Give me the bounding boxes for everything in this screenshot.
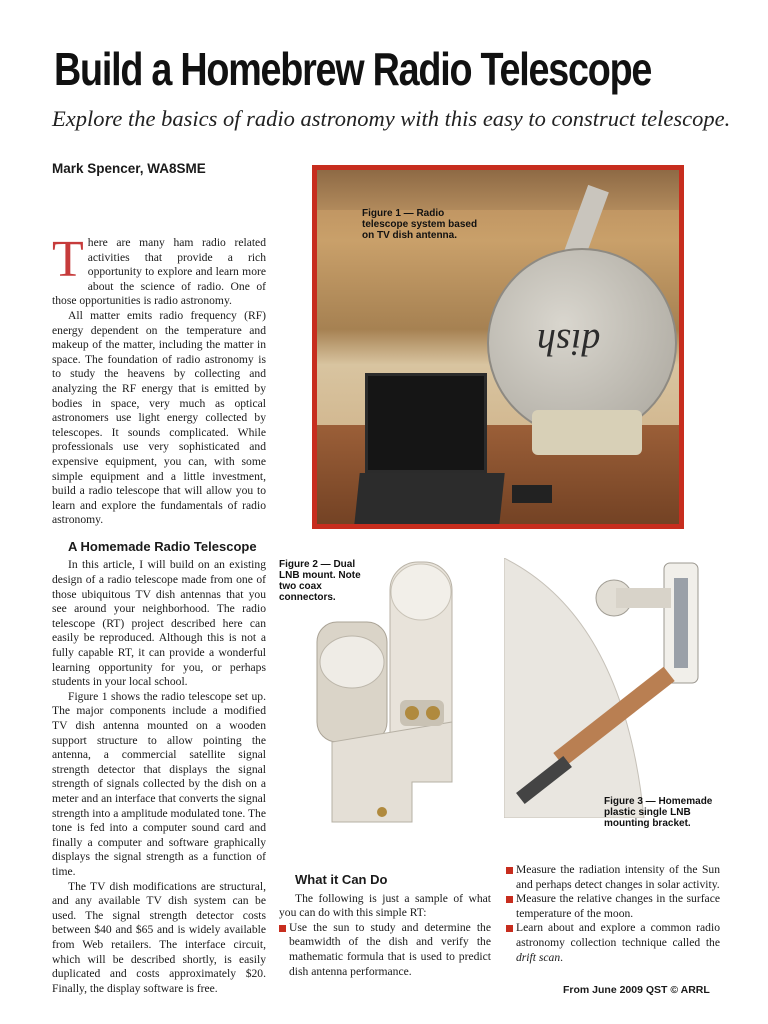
figure-3-lnb-bracket [504, 558, 744, 818]
section-heading-homemade: A Homemade Radio Telescope [68, 538, 257, 554]
capability-list-continued [506, 863, 720, 965]
right-column [506, 863, 720, 965]
intro-paragraph-2: All matter emits radio frequency (RF) energy dependent on the temperature and makeup of the matter, including the matter in space. The foundation of radio astronomy is to study the heavens by collecting and analyzing the RF energy that is emitted by bodies in space, very much as optical astronomers use light energy collected by telescopes. It sounds complicated. While professionals use very sophisticated and expensive equipment, you can, with some simple equipment and a little investment, build a radio telescope that will allow you to learn and explore the fundamentals of radio astronomy. [52, 308, 266, 527]
section2-paragraph-1: The following is just a sample of what you can do with this simple RT: [279, 891, 491, 920]
author-byline: Mark Spencer, WA8SME [52, 161, 206, 176]
section-heading-what-it-can-do: What it Can Do [295, 872, 388, 887]
figure-2-lnb-mount [312, 552, 502, 842]
signal-detector-box [512, 485, 552, 503]
list-item: Learn about and explore a common radio astronomy collection technique called the drift scan. [506, 921, 720, 965]
drop-cap: T [52, 231, 84, 288]
figure-1-caption: Figure 1 — Radio telescope system based on TV dish antenna. [362, 208, 478, 241]
page-footer: From June 2009 QST © ARRL [563, 984, 710, 996]
list-item: Measure the radiation intensity of the Sun and perhaps detect changes in solar activity. [506, 863, 720, 892]
capability-list [279, 921, 491, 979]
article-subtitle: Explore the basics of radio astronomy with this easy to construct telescope. [52, 106, 731, 131]
article-title: Build a Homebrew Radio Telescope [54, 43, 652, 95]
intro-paragraph-1: There are many ham radio related activities that provide a rich opportunity to explore and learn more about the science of radio. One of those opportunities is radio astronomy. [52, 231, 266, 308]
laptop-keyboard [354, 473, 504, 525]
figure-2-caption: Figure 2 — Dual LNB mount. Note two coax connectors. [279, 559, 361, 603]
section1-paragraph-1: In this article, I will build on an existing design of a radio telescope made from one of those ubiquitous TV dish antennas that you see around your neighborhood. The radio telescope (RT) project described here can easily be reproduced. Although this is not a fully capable RT, it can provide a wonderful learning opportunity for you, or perhaps students in your local school. [52, 558, 266, 689]
figure-3-caption: Figure 3 — Homemade plastic single LNB mounting bracket. [604, 796, 713, 829]
section1-paragraph-3: The TV dish modifications are structural, and any available TV dish system can be used. The signal strength detector costs between $40 and $65 and is widely available from Web retailers. The interface circuit, which will be described shortly, is easily duplicated and costs approximately $20. Finally, the display software is free. [52, 879, 266, 995]
left-column [52, 231, 266, 996]
section1-paragraph-2: Figure 1 shows the radio telescope set up. The major components include a modified TV dish antenna mounted on a wooden support structure to allow pointing the antenna, a commercial satellite signal strength detector that displays the signal strength of signals collected by the dish on a meter and an interface that converts the signal strength into a amplitude modulated tone. The tone is fed into a computer sound card and finally a computer and software graphically displays the signal strength as a function of time. [52, 689, 266, 878]
laptop-screen [365, 373, 487, 473]
middle-column [279, 873, 491, 979]
dish-logo: dish [537, 321, 601, 363]
list-item: Measure the relative changes in the surface temperature of the moon. [506, 892, 720, 921]
dish-stand [532, 410, 642, 455]
list-item: Use the sun to study and determine the beamwidth of the dish and verify the mathematic formula that is used to predict dish antenna performance. [279, 921, 491, 979]
